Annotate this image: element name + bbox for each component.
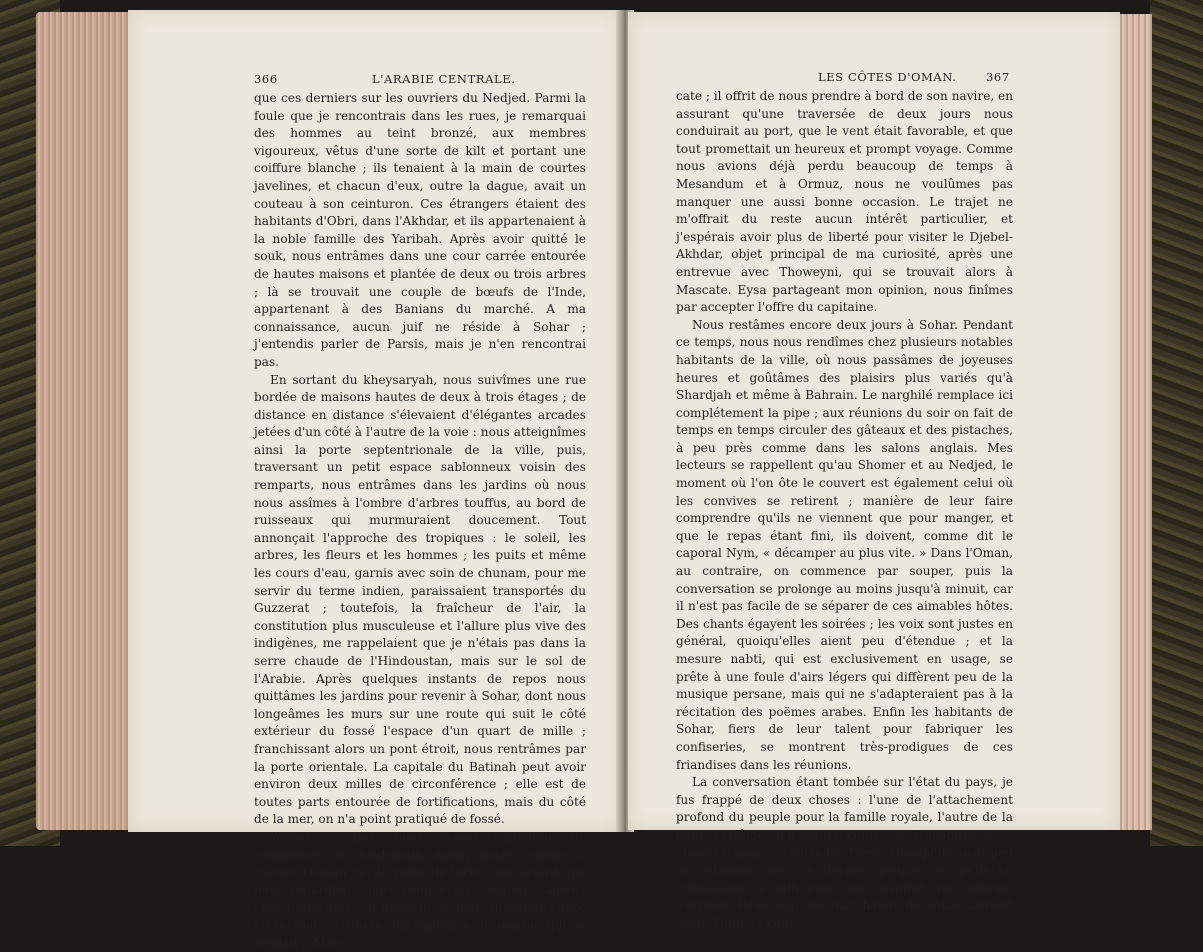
right-page	[628, 12, 1120, 930]
right-running-head: LES CÔTES D'OMAN.	[818, 70, 957, 84]
left-paragraph-3: Yousef et moi, nous avions l'intention de commencer le lendemain matin notre voyage à travers l'Oman par la route de terre ; un hasard que nous regardions alors comme fort heureux, amena chez notre hôte, au moment où nous discutions avec lui la route à suivre, un capitaine de marine qui se rendait à Mas-	[254, 829, 586, 950]
right-paragraph-2: Nous restâmes encore deux jours à Sohar. Pendant ce temps, nous nous rendîmes chez plusieurs notables habitants de la ville, où nous passâmes de joyeuses heures et goûtâmes des plaisirs plus variés qu'à Shardjah et même à Bahrain. Le narghilé remplace ici complétement la pipe ; aux réunions du soir on fait de temps en temps circuler des gâteaux et des pistaches, à peu près comme dans les salons anglais. Mes lecteurs se rappellent qu'au Shomer et au Nedjed, le moment où l'on ôte le couvert est également celui où les convives se retirent ; manière de leur faire comprendre qu'ils ne viennent que pour manger, et que le repas étant fini, ils doivent, comme dit le caporal Nym, « décamper au plus vite. » Dans l'Oman, au contraire, on commence par souper, puis la conversation se prolonge au moins jusqu'à minuit, car il n'est pas facile de se séparer de ces aimables hôtes. Des chants égayent les soirées ; les voix sont justes en général, quoiqu'elles aient peu d'étendue ; et la mesure nabti, qui est exclusivement en usage, se prête à une foule d'airs légers qui diffèrent peu de la musique persane, mais qui ne s'adapteraient pas à la récitation des poëmes arabes. Enfin les habitants de Sohar, fiers de leur talent pour fabriquer les confiseries, se montrent très-prodigues de ces friandises dans les réunions.	[676, 317, 1013, 772]
left-paragraph-1: que ces derniers sur les ouvriers du Nedjed. Parmi la foule que je rencontrais dans les rues, je remarquai des hommes au teint bronzé, aux membres vigoureux, vêtus d'une sorte de kilt et portant une coiffure blanche ; ils tenaient à la main de courtes javelines, et chacun d'eux, outre la dague, avait un couteau à son ceinturon. Ces étrangers étaient des habitants d'Obri, dans l'Akhdar, et ils appartenaient à la noble famille des Yaribah. Après avoir quitté le souk, nous entrâmes dans une cour carrée entourée de hautes maisons et plantée de deux ou trois arbres ; là se trouvait une couple de bœufs de l'Inde, appartenant à des Banians du marché. A ma connaissance, aucun juif ne réside à Sohar ; j'entendis parler de Parsis, mais je n'en rencontrai pas.	[254, 91, 586, 369]
right-page-text	[676, 88, 1013, 933]
right-paragraph-3: La conversation étant tombée sur l'état du pays, je fus frappé de deux choses : l'une de l'attachement profond du peuple pour la famille royale, l'autre de la haine extrême qu'il nourrit contre les Wahabites, et — chose étrange — contre les Turcs. Quoiqu'ils aient peu de relations avec ce dernier peuple, ce qu'ils en connaissent a suffi pour leur inspirer une violente aversion. Beaucoup des marchands de Sohar avaient visité l'Inde et j'en-	[676, 775, 1013, 930]
left-page-text	[254, 90, 586, 952]
right-paragraph-1: cate ; il offrit de nous prendre à bord de son navire, en assurant qu'une traversée de deux jours nous conduirait au port, que le vent était favorable, et que tout promettait un heureux et prompt voyage. Comme nous avions déjà perdu beaucoup de temps à Mesandum et à Ormuz, nous ne voulûmes pas manquer une aussi bonne occasion. Le trajet ne m'offrait du reste aucun intérêt particulier, et j'espérais avoir plus de liberté pour visiter le Djebel-Akhdar, objet principal de ma curiosité, après une entrevue avec Thoweyni, qui se trouvait alors à Mascate. Eysa partageant mon opinion, nous finîmes par accepter l'offre du capitaine.	[676, 89, 1013, 315]
book-cover-right	[1150, 0, 1203, 846]
page-edges-left	[36, 12, 136, 830]
left-page-number: 366	[254, 72, 278, 86]
page-edges-right	[1118, 14, 1152, 830]
left-page	[128, 10, 622, 950]
left-paragraph-2: En sortant du kheysaryah, nous suivîmes une rue bordée de maisons hautes de deux à trois étages ; de distance en distance s'élevaient d'élégantes arcades jetées d'un côté à l'autre de la voie : nous atteignîmes ainsi la porte septentrionale de la ville, puis, traversant un petit espace sablonneux voisin des remparts, nous entrâmes dans les jardins où nous nous assîmes à l'ombre d'arbres touffus, au bord de ruisseaux qui murmuraient doucement. Tout annonçait l'approche des tropiques : le soleil, les arbres, les fleurs et les hommes ; les puits et même les cours d'eau, garnis avec soin de chunam, pour me servir du terme indien, paraissaient transportés du Guzzerat ; toutefois, la fraîcheur de l'air, la constitution plus musculeuse et l'allure plus vive des indigènes, me rappelaient que je n'étais pas dans la serre chaude de l'Hindoustan, mais sur le sol de l'Arabie. Après quelques instants de repos nous quittâmes les jardins pour revenir à Sohar, dont nous longeâmes les murs sur une route qui suit le côté extérieur du fossé l'espace d'un quart de mille ; franchissant alors un pont étroit, nous rentrâmes par la porte orientale. La capitale du Batinah peut avoir environ deux milles de circonférence ; elle est de toutes parts entourée de fortifications, mais du côté de la mer, on n'a point pratiqué de fossé.	[254, 372, 586, 827]
left-running-head: L'ARABIE CENTRALE.	[372, 72, 516, 86]
right-page-number: 367	[986, 70, 1010, 84]
